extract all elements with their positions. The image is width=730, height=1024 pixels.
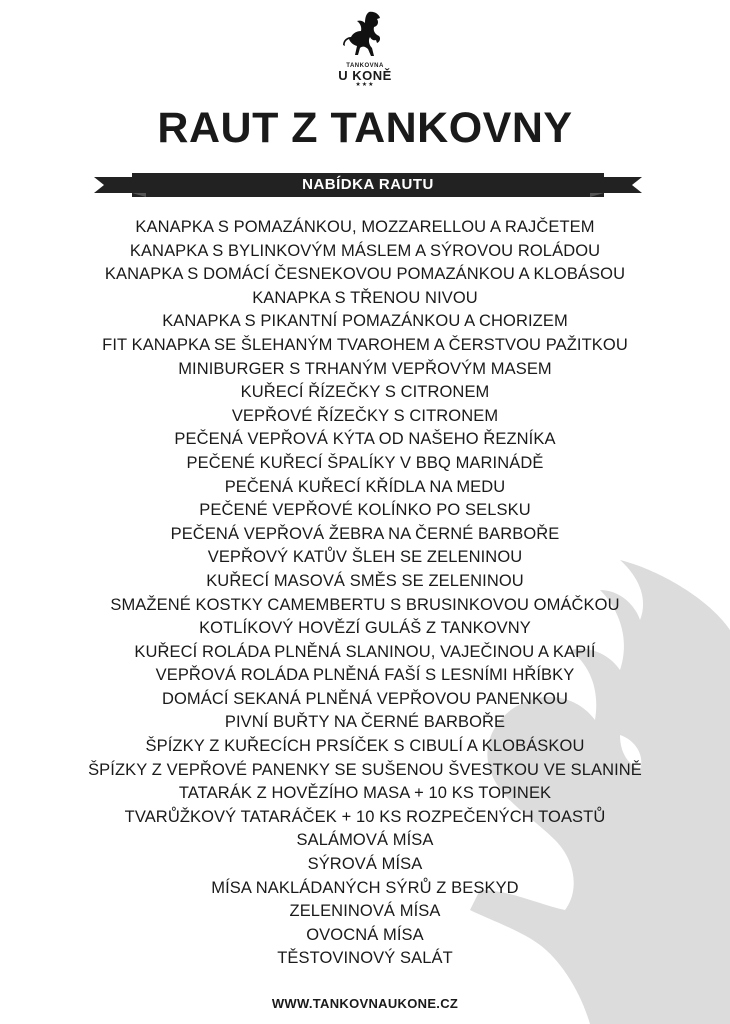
horse-icon [343,10,387,60]
ribbon-label: NABÍDKA RAUTU [302,176,434,193]
menu-item: MINIBURGER S TRHANÝM VEPŘOVÝM MASEM [178,359,552,378]
section-ribbon [94,173,642,197]
menu-item: KUŘECÍ ŘÍZEČKY S CITRONEM [240,383,490,402]
menu-item: MÍSA NAKLÁDANÝCH SÝRŮ Z BESKYD [211,878,519,897]
menu-item: KANAPKA S DOMÁCÍ ČESNEKOVOU POMAZÁNKOU A KLOBÁSOU [104,265,626,284]
website-link[interactable]: WWW.TANKOVNAUKONE.CZ [271,996,459,1011]
menu-item: ZELENINOVÁ MÍSA [289,902,441,921]
menu-item: TĚSTOVINOVÝ SALÁT [277,949,453,968]
menu-item: VEPŘOVÁ ROLÁDA PLNĚNÁ FAŠÍ S LESNÍMI HŘÍBKY [155,666,575,685]
menu-item: OVOCNÁ MÍSA [306,925,424,944]
menu-item: DOMÁCÍ SEKANÁ PLNĚNÁ VEPŘOVOU PANENKOU [161,689,568,708]
menu-item: PEČENÁ KUŘECÍ KŘÍDLA NA MEDU [224,477,506,496]
menu-item: PEČENÉ VEPŘOVÉ KOLÍNKO PO SELSKU [199,501,531,520]
menu-item: PIVNÍ BUŘTY NA ČERNÉ BARBOŘE [224,713,506,732]
menu-item: ŠPÍZKY Z KUŘECÍCH PRSÍČEK S CIBULÍ A KLOBÁSKOU [145,737,585,756]
page-title: RAUT Z TANKOVNY [157,104,573,152]
menu-item: FIT KANAPKA SE ŠLEHANÝM TVAROHEM A ČERSTVOU PAŽITKOU [102,335,628,354]
menu-item: KANAPKA S BYLINKOVÝM MÁSLEM A SÝROVOU ROLÁDOU [129,241,601,260]
menu-item: KANAPKA S POMAZÁNKOU, MOZZARELLOU A RAJČETEM [135,218,595,236]
menu-item: KUŘECÍ ROLÁDA PLNĚNÁ SLANINOU, VAJEČINOU A KAPIÍ [134,642,596,661]
menu-item: TATARÁK Z HOVĚZÍHO MASA + 10 KS TOPINEK [178,784,552,803]
logo-brand-text: U KONĚ [338,68,392,83]
brand-logo [0,10,730,89]
menu-item: KANAPKA S TŘENOU NIVOU [252,288,478,307]
menu-item: KOTLÍKOVÝ HOVĚZÍ GULÁŠ Z TANKOVNY [199,619,531,638]
menu-item: PEČENÁ VEPŘOVÁ KÝTA OD NAŠEHO ŘEZNÍKA [174,430,556,449]
menu-item: ŠPÍZKY Z VEPŘOVÉ PANENKY SE SUŠENOU ŠVESTKOU VE SLANINĚ [88,760,642,779]
menu-item: VEPŘOVÉ ŘÍZEČKY S CITRONEM [231,406,499,425]
menu-item: PEČENÉ KUŘECÍ ŠPALÍKY V BBQ MARINÁDĚ [186,453,544,472]
menu-item: VEPŘOVÝ KATŮV ŠLEH SE ZELENINOU [207,548,523,567]
menu-item: TVARŮŽKOVÝ TATARÁČEK + 10 KS ROZPEČENÝCH TOASTŮ [124,807,606,826]
menu-item: SALÁMOVÁ MÍSA [296,831,434,850]
menu-item: KUŘECÍ MASOVÁ SMĚS SE ZELENINOU [206,571,524,590]
logo-small-text: TANKOVNA [346,63,384,69]
menu-item: SÝROVÁ MÍSA [307,855,423,874]
menu-list [0,216,730,971]
menu-item: SMAŽENÉ KOSTKY CAMEMBERTU S BRUSINKOVOU OMÁČKOU [110,595,620,614]
menu-item: PEČENÁ VEPŘOVÁ ŽEBRA NA ČERNÉ BARBOŘE [170,524,560,543]
logo-stars: ★★★ [355,82,375,88]
menu-item: KANAPKA S PIKANTNÍ POMAZÁNKOU A CHORIZEM [162,312,568,331]
